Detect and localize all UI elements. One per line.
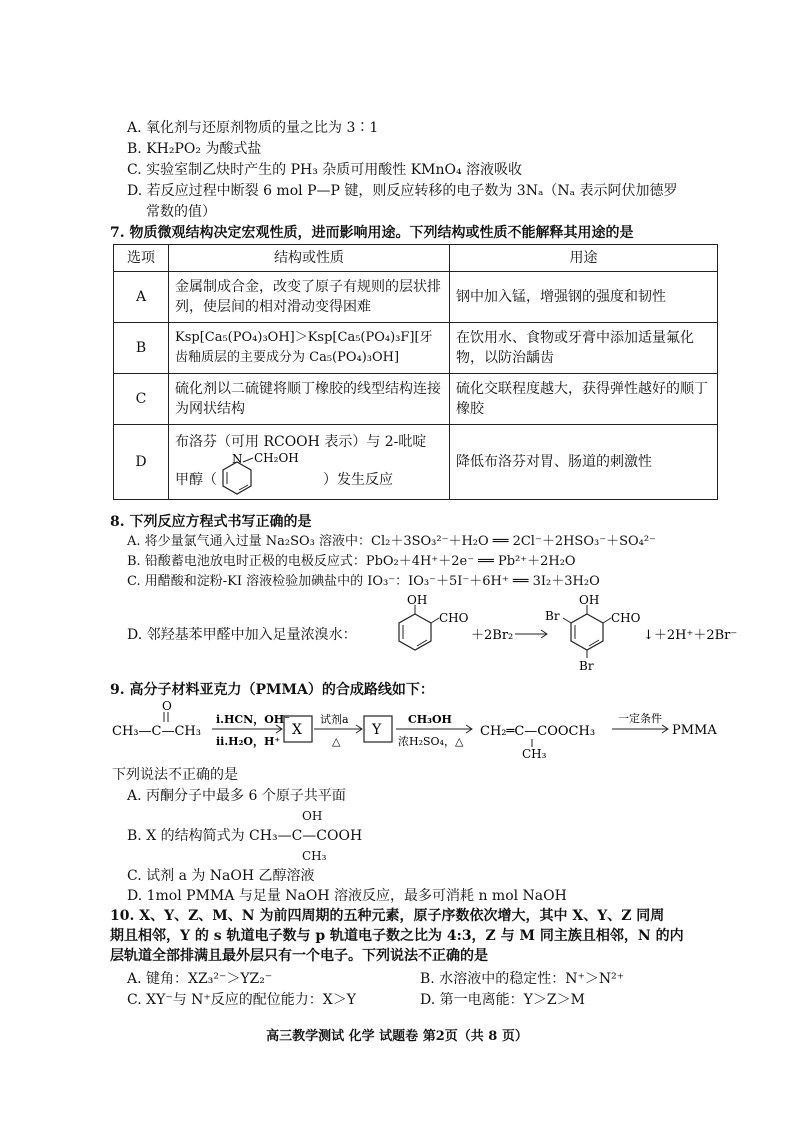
q10-option-c: C. XY⁻与 N⁺反应的配位能力：X＞Y [127,992,357,1008]
q7-options-table [113,244,718,500]
q9-option-b: B. X 的结构简式为 CH₃—C—COOH [127,828,363,844]
pyridine-methanol-structure [217,452,307,494]
q9-option-b-ch3: CH₃ [302,849,327,863]
q9-stem: 9. 高分子材料亚克力（PMMA）的合成路线如下： [110,682,434,698]
pyridine-substituent: CH₂OH [254,451,299,465]
acetone: CH₃—C—CH₃ [112,724,201,739]
row-use: 钢中加入锰，增强钢的强度和韧性 [450,272,718,323]
q6-option-c: C. 实验室制乙炔时产生的 PH₃ 杂质可用酸性 KMnO₄ 溶液吸收 [127,162,523,178]
q9-option-d: D. 1mol PMMA 与足量 NaOH 溶液反应，最多可消耗 n mol NaOH [127,888,567,904]
box-y: Y [372,722,382,738]
q8-stem: 8. 下列反应方程式书写正确的是 [110,514,312,530]
q6-option-d-line2: 常数的值） [146,204,216,220]
q8-option-c: C. 用醋酸和淀粉-KI 溶液检验加碘盐中的 IO₃⁻：IO₃⁻＋5I⁻＋6H⁺ ══ 3I₂＋3H₂O [127,574,600,589]
reactant-oh: OH [407,593,428,607]
page-footer: 高三教学测试 化学 试题卷 第2页（共 8 页） [266,1029,528,1044]
pmma-product: PMMA [672,723,717,738]
q8-option-d-equation [375,592,738,673]
q10-option-a: A. 键角：XZ₃²⁻＞YZ₂⁻ [127,971,273,987]
row-option-label: A [114,272,169,323]
q9-option-c: C. 试剂 a 为 NaOH 乙醇溶液 [127,868,315,884]
q9-option-a: A. 丙酮分子中最多 6 个原子共平面 [127,788,346,804]
row-structure: 金属制成合金，改变了原子有规则的层状排列，使层间的相对滑动变得困难 [169,272,450,323]
table-header-use: 用途 [450,245,718,272]
table-header-option: 选项 [114,245,169,272]
row-structure-line1: 布洛芬（可用 RCOOH 表示）与 2-吡啶 [175,434,427,450]
row-structure [169,425,450,500]
monomer-methyl: CH₃ [522,747,547,761]
row-structure-line2 [175,452,443,492]
product-br-left: Br [545,609,560,623]
q9-intro: 下列说法不正确的是 [112,767,238,783]
q10-stem-line1: 10. X、Y、Z、M、N 为前四周期的五种元素，原子序数依次增大，其中 X、Y、Z 同周 [110,908,665,924]
q8-option-b: B. 铅酸蓄电池放电时正极的电极反应式：PbO₂＋4H⁺＋2e⁻ ══ Pb²⁺＋2H₂O [127,554,576,569]
q10-stem-line2: 期且相邻，Y 的 s 轨道电子数与 p 轨道电子数之比为 4:3，Z 与 M 同主族且相邻，N 的内 [110,928,684,944]
table-row [114,272,718,323]
struct-text-a: 甲醇（ [175,472,217,488]
q8-option-d-label: D. 邻羟基苯甲醛中加入足量浓溴水： [127,627,357,643]
row-use: 降低布洛芬对胃、肠道的刺激性 [450,425,718,500]
row-structure: Ksp[Ca₅(PO₄)₃OH]＞Ksp[Ca₅(PO₄)₃F][牙齿釉质层的主要成分为 Ca₅(PO₄)₃OH] [169,323,450,374]
row-option-label: B [114,323,169,374]
cond4-top: 一定条件 [618,712,662,725]
cond3-top: CH₃OH [408,713,452,726]
product-tail: ↓＋2H⁺＋2Br⁻ [643,628,738,643]
struct-text-b: ）发生反应 [323,472,393,488]
pyridine-n: N [232,452,243,466]
cond1-bot: ii.H₂O，H⁺ [216,735,281,748]
reactant-cho: CHO [439,611,469,625]
product-cho: CHO [611,611,641,625]
row-option-label: D [114,425,169,500]
ketone-o: O [162,699,172,713]
product-oh: OH [579,593,600,607]
q10-stem-line3: 层轨道全部排满且最外层只有一个电子。下列说法不正确的是 [110,948,488,964]
monomer: CH₂═C—COOCH₃ [480,724,596,739]
cond1-top: i.HCN，OH⁻ [216,713,290,726]
q6-option-d-line1: D. 若反应过程中断裂 6 mol P—P 键，则反应转移的电子数为 3Nₐ（Nₐ 表示阿伏加德罗 [127,183,678,199]
cond2-bot: △ [332,735,341,748]
q8-option-a: A. 将少量氯气通入过量 Na₂SO₃ 溶液中：Cl₂＋3SO₃²⁻＋H₂O ══ 2Cl⁻＋2HSO₃⁻＋SO₄²⁻ [127,534,656,549]
q9-synthesis-route [112,698,722,760]
q6-option-a: A. 氧化剂与还原剂物质的量之比为 3∶1 [127,120,379,136]
table-row [114,425,718,500]
cond2-top: 试剂a [320,713,349,726]
q10-option-b: B. 水溶液中的稳定性：N⁺＞N²⁺ [420,971,625,987]
cond3-bot: 浓H₂SO₄，△ [398,735,464,748]
product-br-bottom: Br [579,659,594,673]
table-header-structure: 结构或性质 [169,245,450,272]
box-x: X [292,722,302,738]
q10-option-d: D. 第一电离能：Y＞Z＞M [420,992,585,1008]
q7-stem: 7. 物质微观结构决定宏观性质，进而影响用途。下列结构或性质不能解释其用途的是 [110,225,634,241]
reagent-br2: ＋2Br₂ [471,628,514,643]
row-use: 硫化交联程度越大，获得弹性越好的顺丁橡胶 [450,374,718,425]
row-use: 在饮用水、食物或牙膏中添加适量氟化物，以防治龋齿 [450,323,718,374]
q9-option-b-oh: OH [302,809,323,823]
table-row [114,323,718,374]
q6-option-b: B. KH₂PO₂ 为酸式盐 [127,141,262,157]
row-structure: 硫化剂以二硫键将顺丁橡胶的线型结构连接为网状结构 [169,374,450,425]
row-option-label: C [114,374,169,425]
table-row [114,374,718,425]
